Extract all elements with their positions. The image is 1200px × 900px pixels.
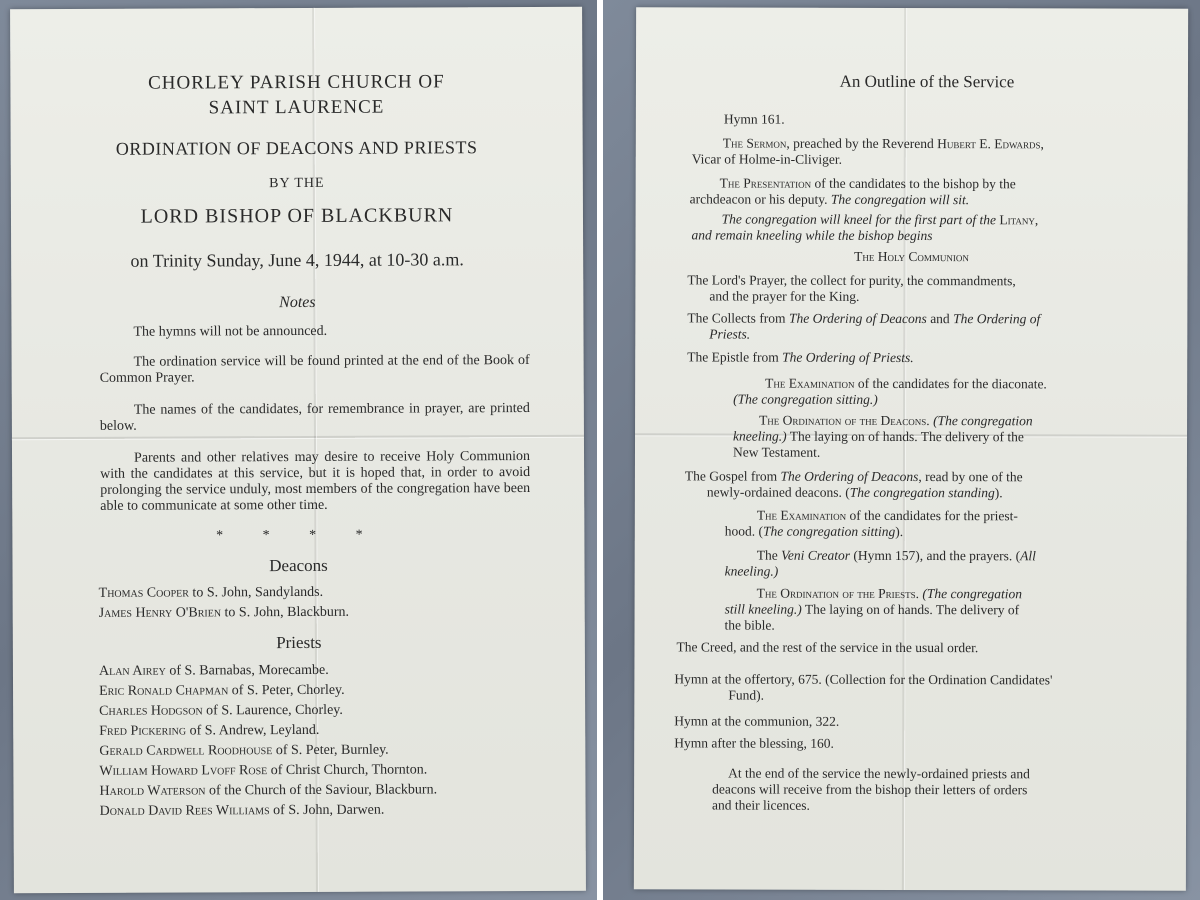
priest-entry: Donald David Rees Williams of S. John, Darwen. xyxy=(99,802,385,819)
right-photo-panel xyxy=(603,0,1200,900)
priest-entry: Fred Pickering of S. Andrew, Leyland. xyxy=(99,722,320,739)
ordination-deacons: The Ordination of the Deacons. (The congregation kneeling.) The laying on of hands. The delivery of the New Testament. xyxy=(732,412,1033,460)
examination-deacons: The Examination of the candidates for the diaconate. (The congregation sitting.) xyxy=(733,375,1047,407)
veni-creator-item: The Veni Creator (Hymn 157), and the prayers. (All kneeling.) xyxy=(724,547,1036,579)
creed-item: The Creed, and the rest of the service in the usual order. xyxy=(676,639,979,656)
ordination-priests: The Ordination of the Priests. (The congregation still kneeling.) The laying on of hands. The delivery of the bible. xyxy=(724,585,1023,633)
presentation-item: The Presentation of the candidates to the bishop by the archdeacon or his deputy. The congregation will sit. xyxy=(689,175,1016,208)
separator-stars: * * * * xyxy=(216,527,381,544)
priest-entry: Alan Airey of S. Barnabas, Morecambe. xyxy=(98,662,329,679)
deacon-entry: Thomas Cooper to S. John, Sandylands. xyxy=(98,584,324,601)
examination-priests: The Examination of the candidates for the priest- hood. (The congregation sitting). xyxy=(724,507,1018,539)
communion-hymn: Hymn at the communion, 322. xyxy=(674,713,840,729)
deacons-heading: Deacons xyxy=(269,555,328,576)
closing-note: At the end of the service the newly-ordained priests and deacons will receive from the bishop their letters of orders and their licences. xyxy=(712,765,1030,813)
service-date: on Trinity Sunday, June 4, 1944, at 10-30 a.m. xyxy=(130,249,464,271)
note-service-location: The ordination service will be found printed at the end of the Book of Common Prayer. xyxy=(99,352,530,386)
offertory-hymn: Hymn at the offertory, 675. (Collection for the Ordination Candidates' Fund). xyxy=(674,671,1053,703)
collects-item: The Collects from The Ordering of Deacons and The Ordering of Priests. xyxy=(687,310,1041,342)
ordination-heading: ORDINATION OF DEACONS AND PRIESTS xyxy=(115,137,478,159)
sermon-item: The Sermon, preached by the Reverend Hubert E. Edwards, Vicar of Holme-in-Cliviger. xyxy=(691,135,1044,167)
bishop-heading: LORD BISHOP OF BLACKBURN xyxy=(140,204,454,228)
by-the-line: BY THE xyxy=(269,175,325,192)
note-candidates: The names of the candidates, for remembrance in prayer, are printed below. xyxy=(99,400,530,434)
church-title: CHORLEY PARISH CHURCH OF SAINT LAURENCE xyxy=(148,71,445,119)
gospel-item: The Gospel from The Ordering of Deacons, read by one of the newly-ordained deacons. (The congregation standing). xyxy=(684,468,1023,501)
priest-entry: Charles Hodgson of S. Laurence, Chorley. xyxy=(99,702,343,719)
lords-prayer-item: The Lord's Prayer, the collect for purity, the commandments, and the prayer for the King. xyxy=(687,272,1016,304)
note-holy-communion: Parents and other relatives may desire to receive Holy Communion with the candidates at this service, but it is hoped that, in order to avoid prolonging the service unduly, most members of the congregation have been able to communicate at some other time. xyxy=(100,448,531,514)
blessing-hymn: Hymn after the blessing, 160. xyxy=(674,735,834,751)
holy-communion-heading: The Holy Communion xyxy=(854,248,969,265)
priests-heading: Priests xyxy=(276,632,322,653)
fold-crease xyxy=(12,435,584,439)
epistle-item: The Epistle from The Ordering of Priests. xyxy=(687,349,914,366)
service-outline-sheet xyxy=(634,7,1188,890)
priest-entry: William Howard Lvoff Rose of Christ Church, Thornton. xyxy=(99,762,428,779)
left-photo-panel xyxy=(0,0,597,900)
note-hymns: The hymns will not be announced. xyxy=(133,323,328,340)
litany-instruction: The congregation will kneel for the first part of the Litany, and remain kneeling while the bishop begins xyxy=(691,211,1039,244)
outline-title: An Outline of the Service xyxy=(839,71,1015,92)
priest-entry: Eric Ronald Chapman of S. Peter, Chorley. xyxy=(99,682,345,699)
priest-entry: Harold Waterson of the Church of the Saviour, Blackburn. xyxy=(99,782,438,799)
ordination-notice-sheet xyxy=(10,7,586,893)
hymn-161: Hymn 161. xyxy=(723,111,785,127)
notes-heading: Notes xyxy=(279,293,316,312)
priest-entry: Gerald Cardwell Roodhouse of S. Peter, Burnley. xyxy=(99,742,389,759)
deacon-entry: James Henry O'Brien to S. John, Blackburn. xyxy=(98,604,350,621)
